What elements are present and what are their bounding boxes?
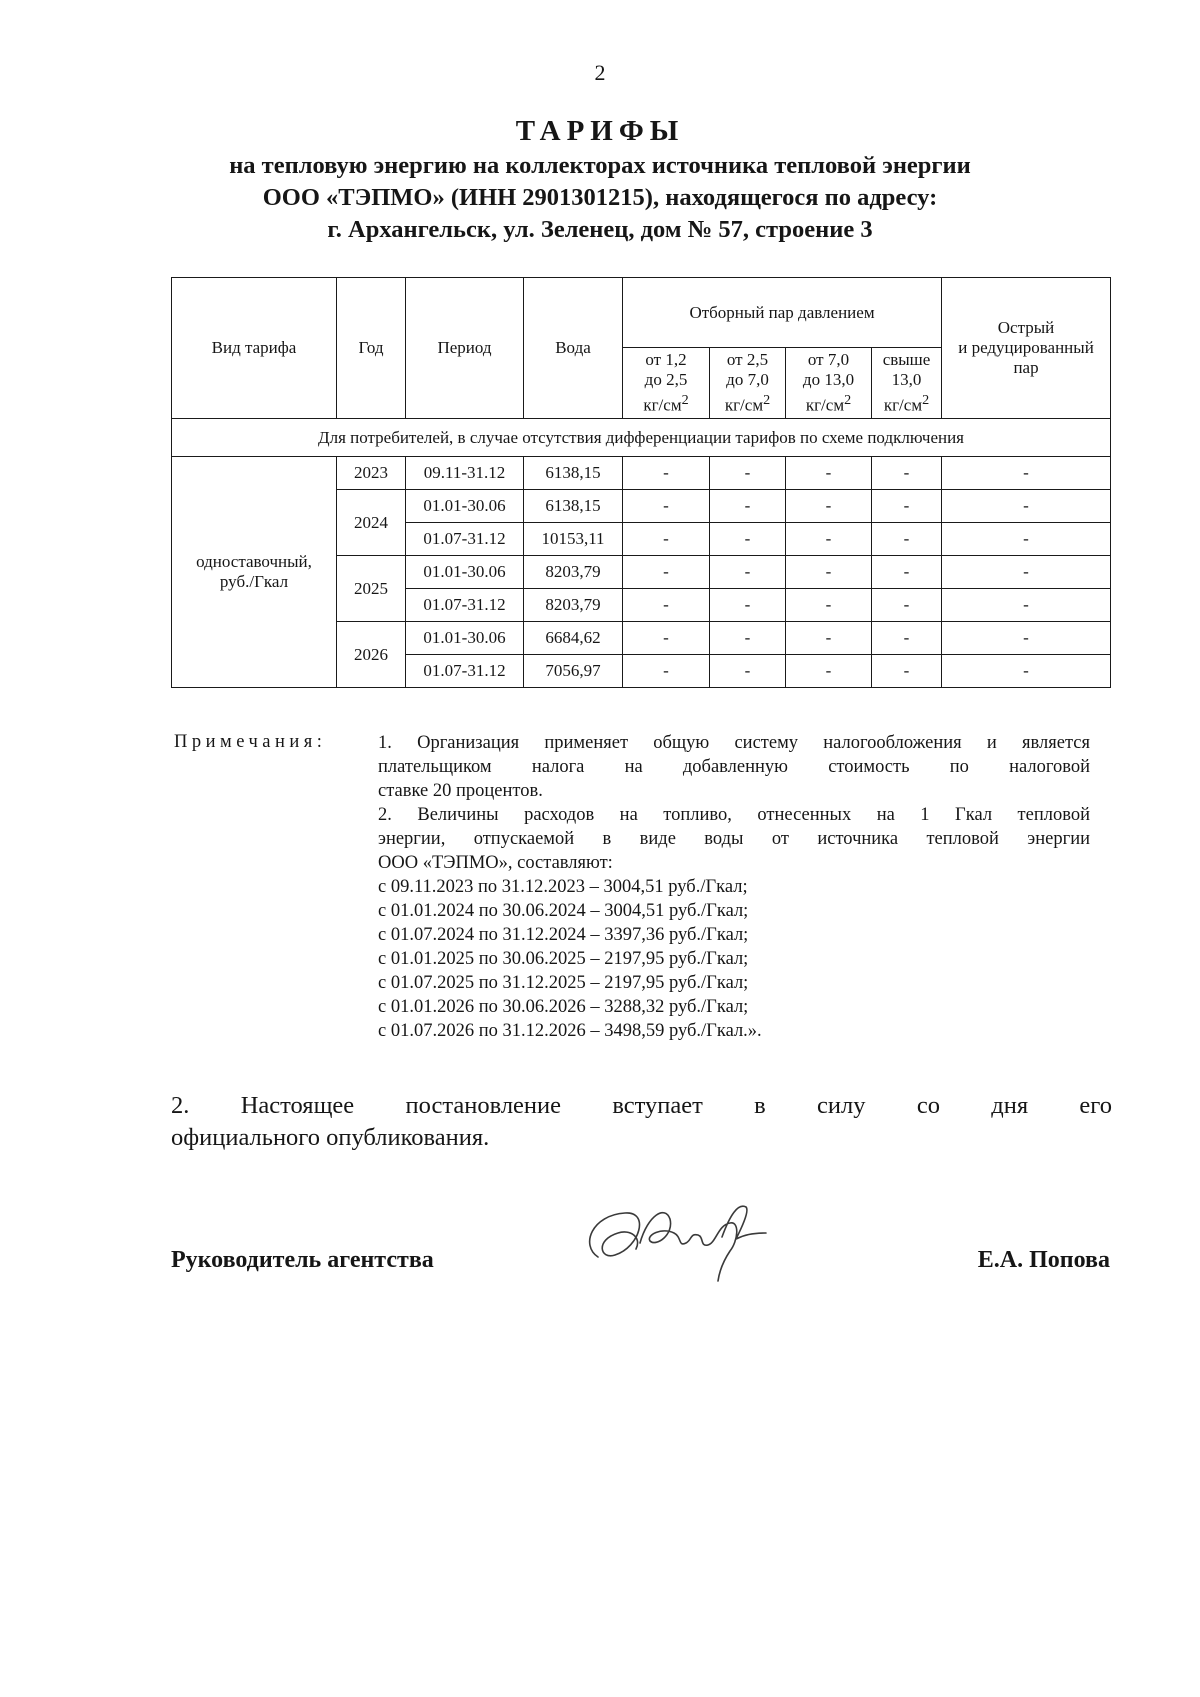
water-cell: 6138,15 bbox=[524, 457, 623, 490]
fuel-cost-period: с 01.01.2026 по 30.06.2026 – 3288,32 руб./Гкал; bbox=[378, 997, 749, 1017]
header-steam-col-1 bbox=[623, 348, 710, 419]
water-cell: 8203,79 bbox=[524, 589, 623, 622]
header-steam-col-4 bbox=[872, 348, 942, 419]
steam-cell: - bbox=[710, 622, 786, 655]
notes-label: Примечания: bbox=[174, 732, 327, 752]
fuel-cost-period: с 01.07.2024 по 31.12.2024 – 3397,36 руб./Гкал; bbox=[378, 925, 749, 945]
year-cell: 2024 bbox=[337, 490, 406, 556]
period-cell: 01.07-31.12 bbox=[406, 523, 524, 556]
period-cell: 01.01-30.06 bbox=[406, 556, 524, 589]
steam-cell: - bbox=[710, 589, 786, 622]
steam-cell: - bbox=[872, 490, 942, 523]
fuel-cost-period: с 01.07.2025 по 31.12.2025 – 2197,95 руб./Гкал; bbox=[378, 973, 749, 993]
fuel-cost-period: с 09.11.2023 по 31.12.2023 – 3004,51 руб./Гкал; bbox=[378, 877, 748, 897]
steam-col-2-to: до 7,0 bbox=[726, 370, 769, 390]
steam-col-4-to: 13,0 bbox=[891, 370, 922, 390]
header-water: Вода bbox=[524, 278, 623, 419]
steam-col-1-unit: $кг/см^2$ bbox=[643, 392, 689, 415]
water-cell: 10153,11 bbox=[524, 523, 623, 556]
year-cell: 2023 bbox=[337, 457, 406, 490]
steam-cell: - bbox=[623, 490, 710, 523]
header-period: Период bbox=[406, 278, 524, 419]
steam-cell: - bbox=[872, 655, 942, 688]
sharp-steam-cell: - bbox=[942, 589, 1111, 622]
steam-cell: - bbox=[710, 556, 786, 589]
tariffs-table bbox=[171, 277, 1111, 688]
signatory-name: Е.А. Попова bbox=[977, 1247, 1110, 1273]
water-cell: 6138,15 bbox=[524, 490, 623, 523]
year-cell: 2025 bbox=[337, 556, 406, 622]
header-tariff-type: Вид тарифа bbox=[172, 278, 337, 419]
steam-cell: - bbox=[623, 523, 710, 556]
steam-col-3-unit: $кг/см^2$ bbox=[805, 392, 852, 415]
steam-col-1-to: до 2,5 bbox=[644, 370, 688, 390]
section-row: Для потребителей, в случае отсутствия дифференциации тарифов по схеме подключения bbox=[172, 419, 1111, 457]
steam-cell: - bbox=[786, 490, 872, 523]
note-1-line-3: ставке 20 процентов. bbox=[378, 781, 543, 801]
steam-cell: - bbox=[623, 622, 710, 655]
document-title bbox=[120, 112, 1080, 246]
header-sharp-l2: и редуцированный bbox=[958, 338, 1094, 357]
note-2-line-3: ООО «ТЭПМО», составляют: bbox=[378, 853, 613, 873]
header-steam-col-2 bbox=[710, 348, 786, 419]
steam-cell: - bbox=[872, 622, 942, 655]
note-2-line-1: 2. Величины расходов на топливо, отнесенных на 1 Гкал тепловой bbox=[378, 805, 1090, 825]
steam-cell: - bbox=[872, 589, 942, 622]
period-cell: 01.01-30.06 bbox=[406, 622, 524, 655]
title-line-2: ООО «ТЭПМО» (ИНН 2901301215), находящегося по адресу: bbox=[262, 184, 938, 211]
header-sharp-steam bbox=[942, 278, 1111, 419]
steam-cell: - bbox=[872, 523, 942, 556]
header-year: Год bbox=[337, 278, 406, 419]
resolution-paragraph-line-1: 2. Настоящее постановление вступает в силу со дня его bbox=[171, 1092, 1112, 1119]
title-line-3: г. Архангельск, ул. Зеленец, дом № 57, строение 3 bbox=[327, 216, 873, 243]
sharp-steam-cell: - bbox=[942, 523, 1111, 556]
steam-col-4-unit: $кг/см^2$ bbox=[883, 392, 930, 415]
table-row bbox=[172, 457, 1111, 490]
period-cell: 09.11-31.12 bbox=[406, 457, 524, 490]
sharp-steam-cell: - bbox=[942, 490, 1111, 523]
steam-cell: - bbox=[623, 457, 710, 490]
steam-col-2-from: от 2,5 bbox=[726, 350, 769, 370]
period-cell: 01.01-30.06 bbox=[406, 490, 524, 523]
water-cell: 6684,62 bbox=[524, 622, 623, 655]
note-2-line-2: энергии, отпускаемой в виде воды от источника тепловой энергии bbox=[378, 829, 1090, 849]
steam-cell: - bbox=[786, 556, 872, 589]
steam-cell: - bbox=[710, 457, 786, 490]
steam-col-3-to: до 13,0 bbox=[802, 370, 855, 390]
steam-cell: - bbox=[710, 523, 786, 556]
steam-col-4-from: свыше bbox=[882, 350, 931, 370]
note-1-line-1: 1. Организация применяет общую систему налогообложения и является bbox=[378, 733, 1090, 753]
header-steam: Отборный пар давлением bbox=[623, 278, 942, 348]
resolution-paragraph-line-2: официального опубликования. bbox=[171, 1124, 490, 1151]
steam-cell: - bbox=[872, 457, 942, 490]
steam-cell: - bbox=[786, 589, 872, 622]
water-cell: 8203,79 bbox=[524, 556, 623, 589]
title-main: ТАРИФЫ bbox=[515, 115, 685, 147]
steam-cell: - bbox=[786, 622, 872, 655]
steam-col-1-from: от 1,2 bbox=[645, 350, 687, 370]
sharp-steam-cell: - bbox=[942, 457, 1111, 490]
handwritten-signature bbox=[570, 1185, 800, 1295]
tariff-label-l2: руб./Гкал bbox=[219, 572, 289, 591]
fuel-cost-period: с 01.01.2025 по 30.06.2025 – 2197,95 руб./Гкал; bbox=[378, 949, 749, 969]
header-sharp-l1: Острый bbox=[997, 318, 1055, 337]
steam-cell: - bbox=[623, 556, 710, 589]
fuel-cost-period: с 01.07.2026 по 31.12.2026 – 3498,59 руб./Гкал.». bbox=[378, 1021, 762, 1041]
steam-cell: - bbox=[872, 556, 942, 589]
sharp-steam-cell: - bbox=[942, 655, 1111, 688]
period-cell: 01.07-31.12 bbox=[406, 655, 524, 688]
period-cell: 01.07-31.12 bbox=[406, 589, 524, 622]
steam-cell: - bbox=[710, 655, 786, 688]
fuel-cost-period: с 01.01.2024 по 30.06.2024 – 3004,51 руб./Гкал; bbox=[378, 901, 749, 921]
tariff-label-l1: одноставочный, bbox=[196, 552, 312, 571]
steam-col-2-unit: $кг/см^2$ bbox=[724, 392, 771, 415]
steam-cell: - bbox=[623, 655, 710, 688]
steam-cell: - bbox=[710, 490, 786, 523]
year-cell: 2026 bbox=[337, 622, 406, 688]
sharp-steam-cell: - bbox=[942, 556, 1111, 589]
steam-cell: - bbox=[623, 589, 710, 622]
note-1-line-2: плательщиком налога на добавленную стоимость по налоговой bbox=[378, 757, 1090, 777]
steam-col-3-from: от 7,0 bbox=[807, 350, 850, 370]
steam-cell: - bbox=[786, 655, 872, 688]
steam-cell: - bbox=[786, 457, 872, 490]
page-number: 2 bbox=[594, 60, 606, 85]
notes-body bbox=[378, 731, 1090, 1043]
water-cell: 7056,97 bbox=[524, 655, 623, 688]
header-sharp-l3: пар bbox=[1013, 358, 1039, 377]
title-line-1: на тепловую энергию на коллекторах источника тепловой энергии bbox=[229, 152, 971, 179]
signatory-title: Руководитель агентства bbox=[171, 1247, 434, 1273]
steam-cell: - bbox=[786, 523, 872, 556]
header-steam-col-3 bbox=[786, 348, 872, 419]
sharp-steam-cell: - bbox=[942, 622, 1111, 655]
tariff-label-cell bbox=[172, 457, 337, 688]
